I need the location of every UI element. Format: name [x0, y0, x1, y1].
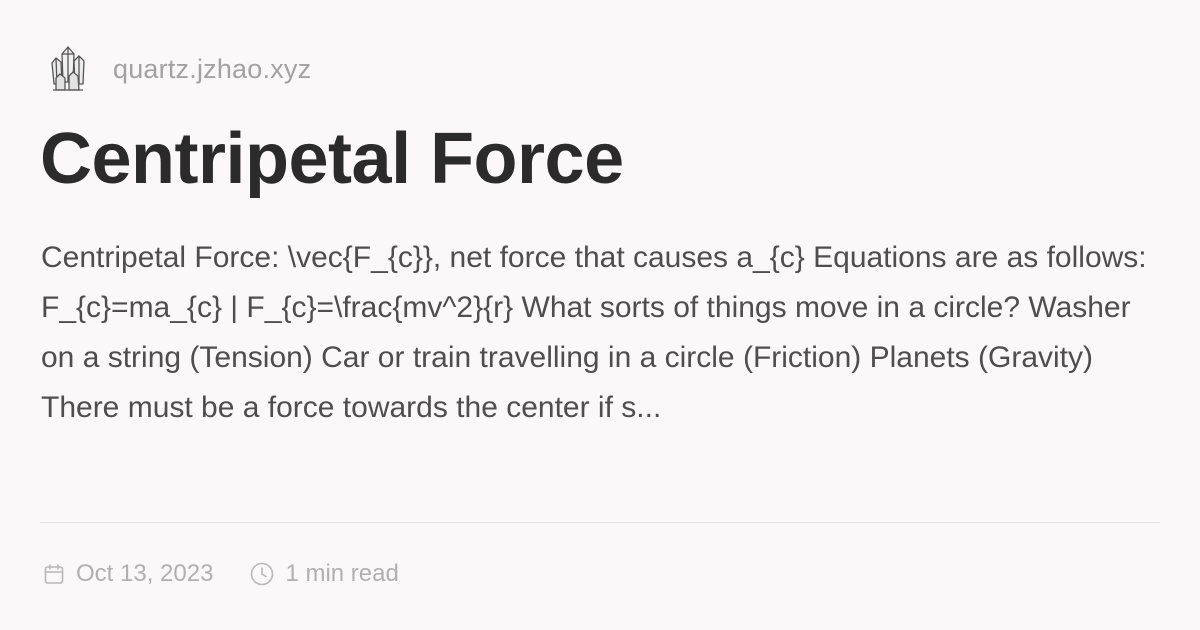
- page-excerpt: Centripetal Force: \vec{F_{c}}, net force that causes a_{c} Equations are as follows: F_{c}=ma_{c} | F_{c}=\frac{mv^2}{r} What sorts of things move in a circle? Washer on a string (Tension) Car or train travelling in a circle (Friction) Planets (Gravity) There must be a force towards the center if s...: [41, 241, 1147, 424]
- crystal-cluster-icon[interactable]: [48, 42, 88, 96]
- clock-icon: [249, 561, 275, 587]
- page-title: Centripetal Force: [40, 119, 624, 199]
- site-name[interactable]: quartz.jzhao.xyz: [113, 53, 312, 84]
- date-meta: [42, 560, 213, 588]
- post-date: Oct 13, 2023: [76, 560, 214, 587]
- calendar-icon: [42, 562, 66, 586]
- page-meta: [42, 556, 399, 592]
- reading-time: 1 min read: [285, 560, 399, 587]
- reading-time-meta: [249, 560, 398, 588]
- divider: [40, 522, 1160, 523]
- site-header: [48, 42, 311, 96]
